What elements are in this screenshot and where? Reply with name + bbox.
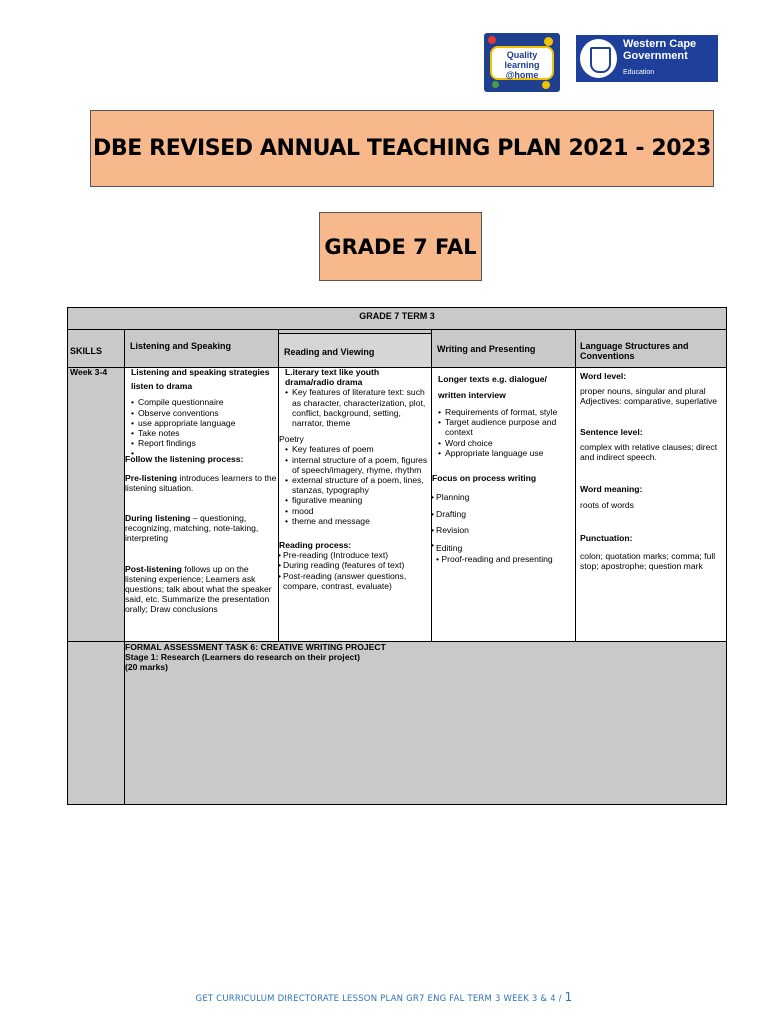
wcg-dept: Education (623, 69, 655, 76)
list-item: • Key features of literature text: such as character, characterization, plot, conflict, background, setting, narrator, theme (283, 387, 430, 428)
writing-steps (432, 489, 574, 554)
list-item: • Observe conventions (129, 408, 277, 418)
reading-cell (279, 367, 430, 591)
list-item: • Editing (432, 539, 574, 554)
sentence-level-heading: Sentence level: (580, 426, 643, 437)
list-item: • Take notes (129, 428, 277, 438)
word-level-text: proper nouns, singular and plural Adjectives: comparative, superlative (580, 386, 718, 407)
list-item: • Word choice (436, 438, 574, 448)
list-item: • figurative meaning (283, 495, 430, 505)
word-meaning-text: roots of words (580, 500, 634, 511)
poetry-heading: Poetry (279, 434, 304, 445)
skills-header: SKILLS (70, 346, 103, 356)
assessment-title: FORMAL ASSESSMENT TASK 6: CREATIVE WRITING PROJECT (125, 642, 386, 652)
pre-listening-text: Pre-listening introduces learners to the listening situation. (125, 472, 277, 493)
listening-process-heading: Follow the listening process: (125, 454, 244, 465)
reading-process-heading: Reading process: (279, 540, 352, 551)
post-listening-text: Post-listening follows up on the listening experience; Learners ask questions; talk about what the speaker said, etc. Summarize the presentation orally; Draw conclusions (125, 563, 272, 615)
language-header: Language Structures and Conventions (580, 341, 689, 362)
reading-heading: L.iterary text like youth drama/radio drama (285, 367, 380, 388)
page-footer (0, 990, 768, 1004)
list-item: • Target audience purpose and context (436, 417, 574, 437)
assessment-cell (125, 642, 715, 673)
western-cape-government-logo (576, 35, 718, 82)
list-item: • Planning (432, 489, 574, 506)
list-item: • Requirements of format, style (436, 407, 574, 417)
quality-learning-text: Quality learning @home (490, 46, 554, 80)
during-listening-text: During listening – questioning, recognizing, matching, note-taking, interpreting (125, 513, 259, 544)
list-item: • internal structure of a poem, figures of speech/imagery, rhyme, rhythm (283, 455, 430, 475)
list-item: • Key features of poem (283, 444, 430, 454)
punctuation-text: colon; quotation marks; comma; full stop; apostrophe; question mark (580, 550, 716, 572)
list-item: • Appropriate language use (436, 448, 574, 458)
assessment-marks: (20 marks) (125, 662, 168, 673)
list-item: • use appropriate language (129, 418, 277, 428)
listening-list (125, 397, 277, 448)
list-item: • During reading (features of text) (279, 560, 430, 570)
list-item: • Revision (432, 522, 574, 539)
week-label: Week 3-4 (70, 367, 108, 377)
list-item: • external structure of a poem, lines, stanzas, typography (283, 475, 430, 495)
listening-cell (125, 367, 277, 615)
list-item: • Compile questionnaire (129, 397, 277, 407)
list-item: • Report findings (129, 438, 277, 448)
listening-heading: Listening and speaking strategies (131, 367, 270, 377)
quality-learning-logo (484, 33, 560, 92)
listening-sub: listen to drama (131, 381, 193, 392)
term-title: GRADE 7 TERM 3 (359, 311, 435, 321)
writing-header: Writing and Presenting (437, 344, 536, 354)
sentence-level-text: complex with relative clauses; direct and indirect speech. (580, 441, 718, 463)
listening-header: Listening and Speaking (130, 341, 232, 351)
list-item: • Post-reading (answer questions, compare, contrast, evaluate) (279, 571, 430, 591)
assessment-stage: Stage 1: Research (Learners do research on their project) (125, 652, 360, 663)
footer-text: GET CURRICULUM DIRECTORATE LESSON PLAN GR7 ENG FAL TERM 3 WEEK 3 & 4 / (195, 994, 565, 1004)
week-column (68, 367, 124, 641)
reading-list (279, 387, 430, 428)
reading-process-list (279, 550, 430, 591)
list-item: • Drafting (432, 506, 574, 523)
writing-cell (432, 371, 574, 564)
writing-list (432, 407, 574, 458)
word-level-heading: Word level: (580, 371, 627, 381)
language-cell (580, 371, 722, 571)
document-title-box (90, 110, 714, 187)
punctuation-heading: Punctuation: (580, 532, 633, 543)
grade-label: GRADE 7 FAL (324, 234, 477, 259)
reading-header: Reading and Viewing (284, 347, 375, 357)
wcg-name: Western Cape Government (623, 38, 697, 62)
coat-of-arms-icon (578, 37, 619, 80)
list-item: • Pre-reading (Introduce text) (279, 550, 430, 560)
list-item: • mood (283, 506, 430, 516)
word-meaning-heading: Word meaning: (580, 484, 643, 495)
page-number: 1 (564, 990, 573, 1004)
writing-final: • Proof-reading and presenting (436, 553, 553, 564)
teaching-plan-table (67, 307, 727, 805)
list-item: • theme and message (283, 516, 430, 526)
poetry-list (279, 444, 430, 526)
focus-heading: Focus on process writing (432, 473, 537, 484)
document-title: DBE REVISED ANNUAL TEACHING PLAN 2021 - 2023 (93, 136, 711, 161)
grade-box (319, 212, 482, 281)
writing-heading: Longer texts e.g. dialogue/ written interview (438, 374, 547, 400)
